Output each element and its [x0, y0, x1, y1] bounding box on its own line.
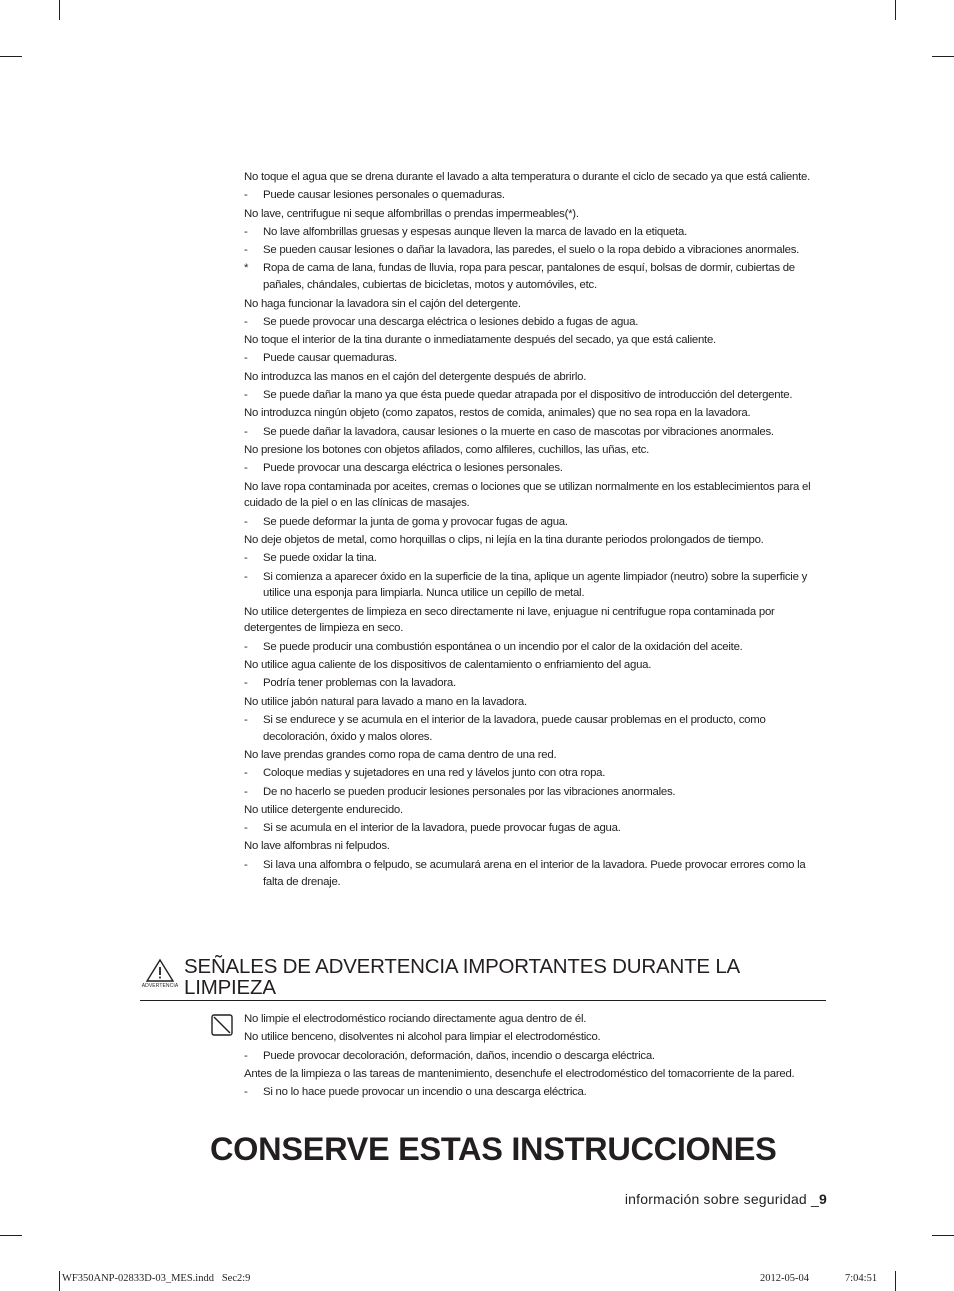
bullet-item	[244, 820, 820, 837]
bullet-item	[244, 350, 820, 367]
instruction-text: Antes de la limpieza o las tareas de mantenimiento, desenchufe el electrodoméstico del tomacorriente de la pared.	[244, 1067, 795, 1080]
instruction-text: No utilice agua caliente de los dispositivos de calentamiento o enfriamiento del agua.	[244, 659, 652, 672]
bullet-item	[244, 784, 820, 801]
instruction-text: No lave prendas grandes como ropa de cama dentro de una red.	[244, 749, 557, 761]
bullet-text: Se puede producir una combustión espontánea o un incendio por el calor de la oxidación del aceite.	[263, 640, 743, 653]
bullet-item	[244, 514, 820, 531]
bullet-marker: -	[244, 352, 248, 365]
crop-mark	[895, 1271, 896, 1291]
bullet-text: Se puede deformar la junta de goma y provocar fugas de agua.	[263, 515, 568, 528]
bullet-item	[244, 1084, 820, 1101]
bullet-text: Si lava una alfombra o felpudo, se acumulará arena en el interior de la lavadora. Puede provocar errores como la falta de drenaje.	[263, 858, 806, 888]
bullet-marker: -	[244, 225, 248, 238]
bullet-text: Si se acumula en el interior de la lavadora, puede provocar fugas de agua.	[263, 822, 621, 835]
page-heading: CONSERVE ESTAS INSTRUCCIONES	[210, 1131, 777, 1167]
print-slug-time: 7:04:51	[845, 1273, 878, 1284]
bullet-text: Se puede dañar la mano ya que ésta puede quedar atrapada por el dispositivo de introducción del detergente.	[263, 389, 793, 402]
bullet-marker: -	[244, 677, 248, 690]
bullet-text: Si no lo hace puede provocar un incendio o una descarga eléctrica.	[263, 1086, 587, 1099]
bullet-text: Coloque medias y sujetadores en una red y lávelos junto con otra ropa.	[263, 767, 606, 780]
bullet-item	[244, 242, 820, 259]
bullet-marker: -	[244, 244, 248, 257]
bullet-text: De no hacerlo se pueden producir lesiones personales por las vibraciones anormales.	[263, 785, 676, 798]
bullet-item	[244, 569, 820, 603]
bullet-marker: -	[244, 785, 248, 798]
bullet-text: Si se endurece y se acumula en el interior de la lavadora, puede causar problemas en el producto, como decoloración, óxido y malos olores.	[263, 713, 766, 743]
bullet-marker: -	[244, 515, 248, 528]
bullet-marker: -	[244, 552, 248, 565]
instruction-text: No lave, centrifugue ni seque alfombrillas o prendas impermeables(*).	[244, 207, 579, 220]
crop-mark	[932, 56, 954, 57]
crop-mark	[0, 56, 22, 57]
print-slug-file: WF350ANP-02833D-03_MES.indd Sec2:9	[62, 1273, 251, 1284]
bullet-marker: -	[244, 1086, 248, 1099]
page-number: 9	[819, 1191, 827, 1207]
crop-mark	[0, 1235, 22, 1236]
bullet-text: Podría tener problemas con la lavadora.	[263, 677, 456, 690]
bullet-text: Puede causar lesiones personales o quemaduras.	[263, 189, 505, 202]
instruction-text: No toque el interior de la tina durante o inmediatamente después del secado, ya que está caliente.	[244, 334, 716, 347]
bullet-marker: -	[244, 570, 248, 583]
bullet-marker: *	[244, 262, 249, 275]
instruction-text: No deje objetos de metal, como horquillas o clips, ni lejía en la tina durante periodos prolongados de tiempo.	[244, 533, 764, 546]
bullet-text: Se puede dañar la lavadora, causar lesiones o la muerte en caso de mascotas por vibraciones anormales.	[263, 425, 774, 438]
footer-section-name: información sobre seguridad _	[624, 1191, 819, 1207]
bullet-item	[244, 857, 820, 891]
bullet-marker: -	[244, 858, 248, 871]
bullet-item	[244, 460, 820, 477]
bullet-marker: -	[244, 713, 248, 726]
warning-heading	[140, 955, 826, 1001]
bullet-item	[244, 314, 820, 331]
crop-mark	[895, 0, 896, 20]
bullet-marker: -	[244, 767, 248, 780]
bullet-marker: -	[244, 425, 248, 438]
bullet-marker: -	[244, 389, 248, 402]
cleaning-instructions	[244, 1011, 820, 1102]
instruction-text: No toque el agua que se drena durante el lavado a alta temperatura o durante el ciclo de secado ya que está caliente.	[244, 171, 810, 183]
bullet-marker: -	[244, 640, 248, 653]
bullet-item	[244, 387, 820, 404]
bullet-text: Puede provocar una descarga eléctrica o lesiones personales.	[263, 462, 563, 475]
instruction-text: No lave alfombras ni felpudos.	[244, 840, 390, 853]
instruction-text: No introduzca las manos en el cajón del detergente después de abrirlo.	[244, 370, 587, 383]
warning-label: ADVERTENCIA	[141, 983, 179, 989]
crop-mark	[59, 1271, 60, 1291]
bullet-text: Puede causar quemaduras.	[263, 352, 397, 365]
instruction-text: No utilice detergente endurecido.	[244, 803, 403, 816]
bullet-text: Ropa de cama de lana, fundas de lluvia, ropa para pescar, pantalones de esquí, bolsas de dormir, cubiertas de pañales, chándales, cubiertas de bicicletas, motos y automóviles, etc.	[263, 262, 795, 292]
bullet-item	[244, 187, 820, 204]
bullet-item	[244, 712, 820, 746]
instruction-text: No lave ropa contaminada por aceites, cremas o lociones que se utilizan normalmente en los establecimientos para el cuidado de la piel o en las clínicas de masajes.	[244, 480, 811, 510]
bullet-marker: -	[244, 822, 248, 835]
bullet-item	[244, 765, 820, 782]
bullet-marker: -	[244, 189, 248, 202]
bullet-marker: -	[244, 315, 248, 328]
bullet-text: Puede provocar decoloración, deformación, daños, incendio o descarga eléctrica.	[263, 1049, 655, 1062]
instruction-text: No presione los botones con objetos afilados, como alfileres, cuchillos, las uñas, etc.	[244, 443, 649, 456]
safety-instructions	[244, 169, 820, 892]
section-title	[184, 956, 740, 998]
instruction-text: No utilice jabón natural para lavado a mano en la lavadora.	[244, 695, 527, 708]
instruction-text: No limpie el electrodoméstico rociando directamente agua dentro de él.	[244, 1013, 587, 1025]
instruction-text: No haga funcionar la lavadora sin el cajón del detergente.	[244, 297, 521, 310]
crop-mark	[932, 1235, 954, 1236]
section-title-line1: SEÑALES DE ADVERTENCIA IMPORTANTES DURANTE LA	[184, 955, 741, 978]
bullet-item	[244, 260, 820, 294]
bullet-text: Se puede provocar una descarga eléctrica o lesiones debido a fugas de agua.	[263, 315, 639, 328]
bullet-item	[244, 224, 820, 241]
page-footer	[625, 1191, 827, 1207]
bullet-marker: -	[244, 462, 248, 475]
bullet-item	[244, 639, 820, 656]
instruction-text: No utilice benceno, disolventes ni alcohol para limpiar el electrodoméstico.	[244, 1031, 601, 1044]
bullet-text: No lave alfombrillas gruesas y espesas aunque lleven la marca de lavado en la etiqueta.	[263, 225, 688, 238]
bullet-marker: -	[244, 1049, 248, 1062]
bullet-text: Se pueden causar lesiones o dañar la lavadora, las paredes, el suelo o la ropa debido a vibraciones anormales.	[263, 244, 800, 257]
instruction-text: No introduzca ningún objeto (como zapatos, restos de comida, animales) que no sea ropa en la lavadora.	[244, 407, 751, 420]
bullet-item	[244, 1048, 820, 1065]
bullet-text: Si comienza a aparecer óxido en la superficie de la tina, aplique un agente limpiador (neutro) sobre la superficie y utilice una esponja para limpiarla. Nunca utilice un cepillo de metal.	[263, 570, 808, 600]
crop-mark	[59, 0, 60, 20]
instruction-text: No utilice detergentes de limpieza en seco directamente ni lave, enjuague ni centrifugue ropa contaminada por detergentes de limpieza en seco.	[244, 605, 775, 635]
bullet-item	[244, 424, 820, 441]
bullet-item	[244, 675, 820, 692]
prohibition-icon	[211, 1014, 233, 1036]
bullet-item	[244, 550, 820, 567]
print-slug-date: 2012-05-04	[760, 1273, 809, 1284]
section-title-line2: LIMPIEZA	[184, 976, 276, 999]
bullet-text: Se puede oxidar la tina.	[263, 552, 377, 565]
